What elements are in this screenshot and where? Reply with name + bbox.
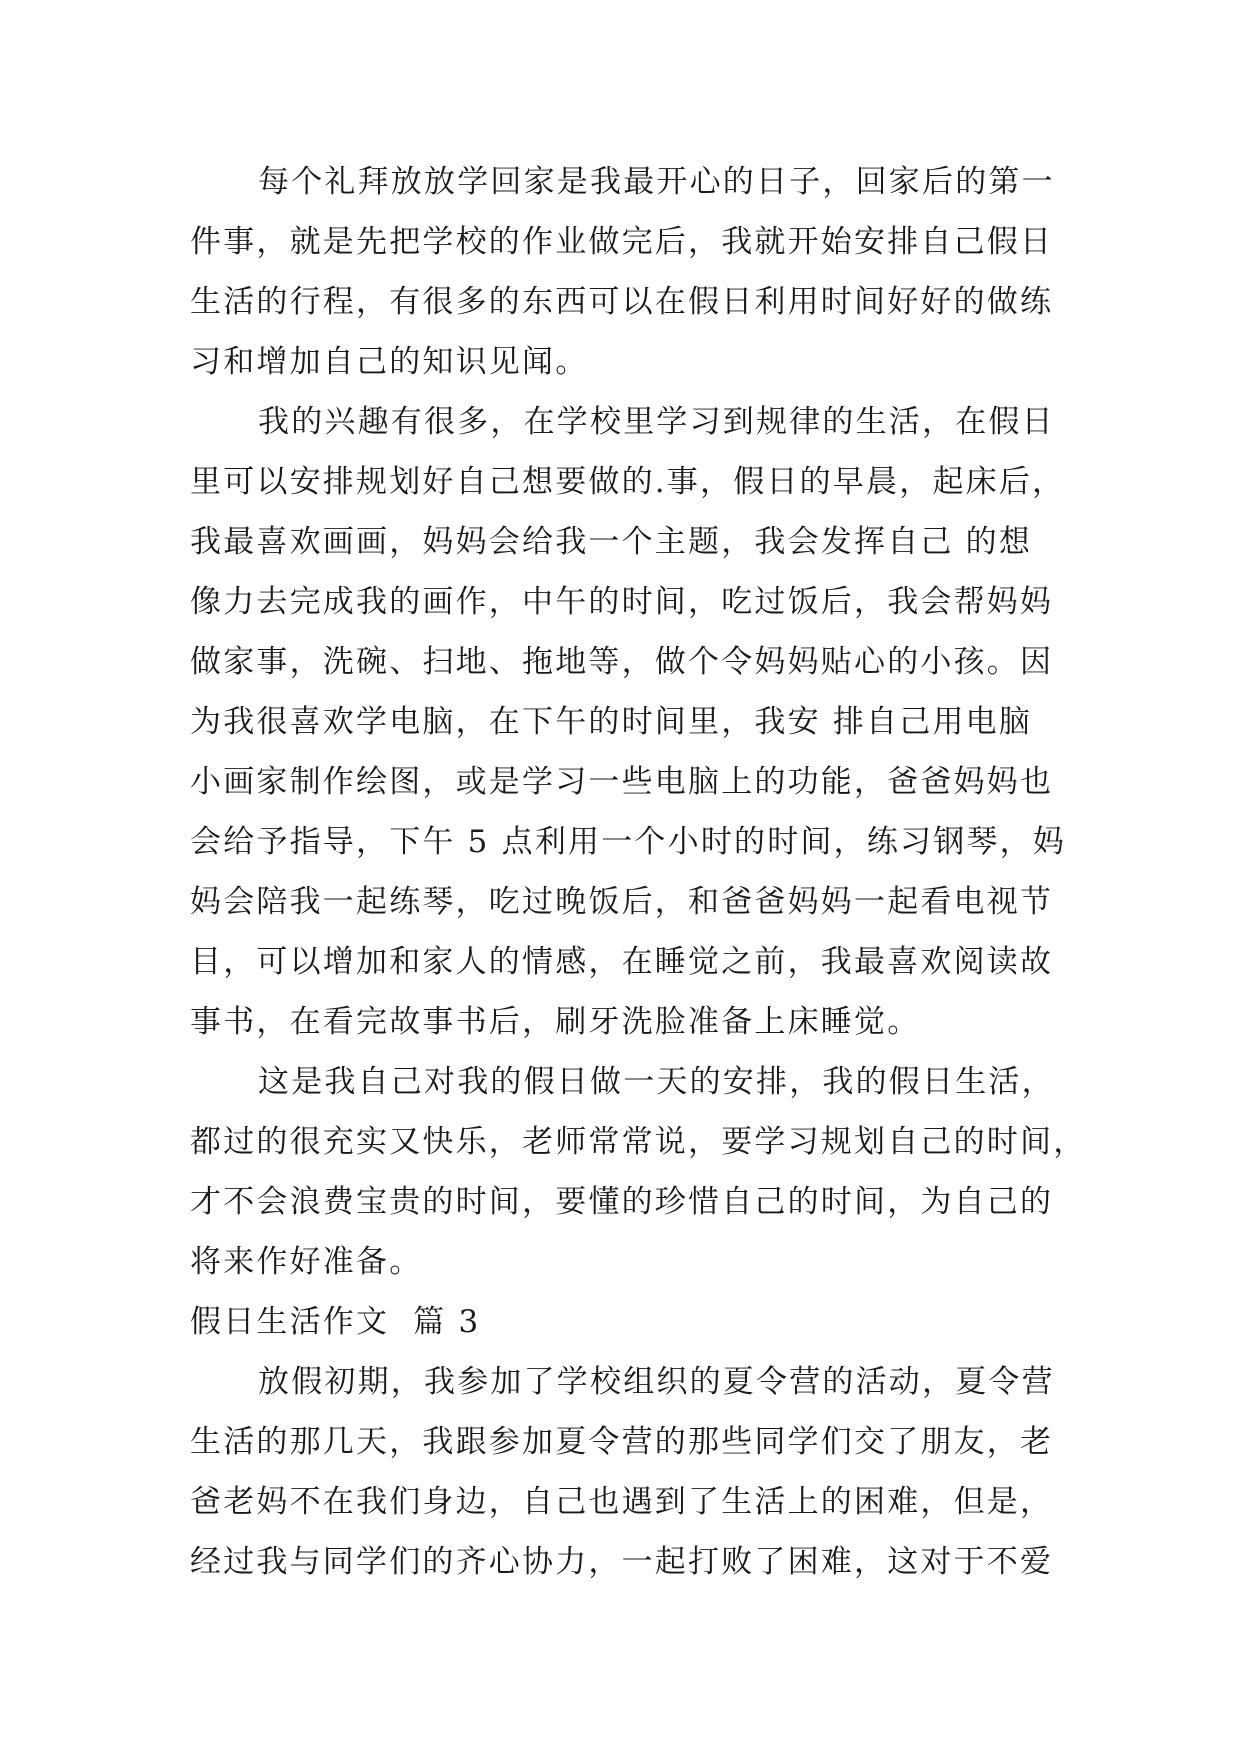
paragraph-1-line-1: 每个礼拜放放学回家是我最开心的日子，回家后的第一 [258,164,1055,200]
paragraph-1-line-2: 件事，就是先把学校的作业做完后，我就开始安排自己假日 [190,224,1054,260]
paragraph-2-line-10: 目，可以增加和家人的情感，在睡觉之前，我最喜欢阅读故 [190,944,1054,980]
paragraph-2-line-1: 我的兴趣有很多，在学校里学习到规律的生活，在假日 [258,404,1055,440]
paragraph-2-line-8: 会给予指导，下午 5 点利用一个小时的时间，练习钢琴，妈 [190,824,1067,860]
section-paragraph-line-4: 经过我与同学们的齐心协力，一起打败了困难，这对于不爱 [190,1544,1054,1580]
paragraph-3-line-3: 才不会浪费宝贵的时间，要懂的珍惜自己的时间，为自己的 [190,1184,1054,1220]
paragraph-3-line-2: 都过的很充实又快乐，老师常常说，要学习规划自己的时间， [190,1124,1087,1160]
paragraph-2-line-7: 小画家制作绘图，或是学习一些电脑上的功能，爸爸妈妈也 [190,764,1054,800]
paragraph-3-line-4: 将来作好准备。 [190,1244,423,1280]
section-paragraph-line-1: 放假初期，我参加了学校组织的夏令营的活动，夏令营 [258,1364,1055,1400]
paragraph-2-line-6: 为我很喜欢学电脑，在下午的时间里，我安 排自己用电脑 [190,704,1033,740]
paragraph-1-line-4: 习和增加自己的知识见闻。 [190,344,589,380]
paragraph-2-line-4: 像力去完成我的画作，中午的时间，吃过饭后，我会帮妈妈 [190,584,1054,620]
paragraph-1-line-3: 生活的行程，有很多的东西可以在假日利用时间好好的做练 [190,284,1054,320]
paragraph-2-line-2: 里可以安排规划好自己想要做的.事，假日的早晨，起床后， [190,464,1066,500]
paragraph-2-line-9: 妈会陪我一起练琴，吃过晚饭后，和爸爸妈妈一起看电视节 [190,884,1054,920]
section-paragraph-line-2: 生活的那几天，我跟参加夏令营的那些同学们交了朋友，老 [190,1424,1054,1460]
section-heading: 假日生活作文 篇 3 [190,1304,481,1340]
paragraph-2-line-3: 我最喜欢画画，妈妈会给我一个主题，我会发挥自己 的想 [190,524,1033,560]
paragraph-2-line-5: 做家事，洗碗、扫地、拖地等，做个令妈妈贴心的小孩。因 [190,644,1054,680]
paragraph-3-line-1: 这是我自己对我的假日做一天的安排，我的假日生活， [258,1064,1055,1100]
paragraph-2-line-11: 事书，在看完故事书后，刷牙洗脸准备上床睡觉。 [190,1004,921,1040]
section-paragraph-line-3: 爸老妈不在我们身边，自己也遇到了生活上的困难，但是， [190,1484,1054,1520]
